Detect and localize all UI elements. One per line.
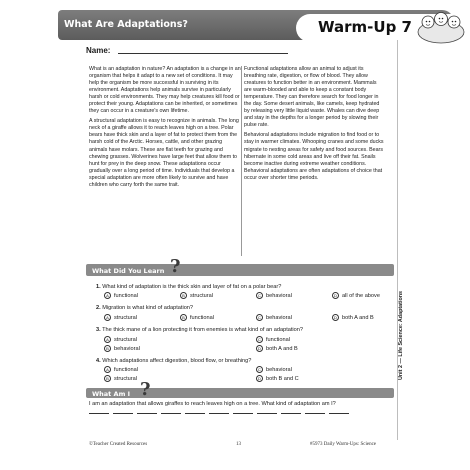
letter-blank[interactable]: [257, 413, 277, 414]
question-2: 2. Migration is what kind of adaptation?: [96, 305, 194, 311]
letter-blank[interactable]: [209, 413, 229, 414]
answer-option[interactable]: A structural: [104, 336, 137, 343]
passage-paragraph: A structural adaptation is easy to recognize in animals. The long neck of a giraffe allows it to reach leaves high on a tree. Polar bears have thick skin and a layer of fat to protect them from the harsh cold of the Arctic. Horses, cattle, and other grazing animals have molars. These are flat teeth for grazing and chewing grasses. Wolverines have large feet that allow them to hunt for prey in the deep snow. These adaptations occur gradually over a long period of time. Individuals that develop a special adaptation are more often likely to survive and have children who carry forth the same trait.: [89, 118, 239, 188]
answer-bubble[interactable]: A: [104, 314, 111, 321]
header-banner: [58, 10, 454, 40]
warmup-badge: [296, 14, 464, 42]
answer-option[interactable]: C functional: [256, 336, 290, 343]
answer-option[interactable]: D both A and B: [256, 345, 298, 352]
question-mark-icon: ?: [170, 256, 181, 277]
answer-option[interactable]: B structural: [104, 375, 137, 382]
question-1: 1. What kind of adaptation is the thick skin and layer of fat on a polar bear?: [96, 284, 282, 290]
letter-blank[interactable]: [89, 413, 109, 414]
letter-blank[interactable]: [281, 413, 301, 414]
footer-book-title: #5973 Daily Warm-Ups: Science: [310, 442, 377, 447]
passage-paragraph: What is an adaptation in nature? An adaptation is a change in an organism that helps it adapt to a new set of conditions. It may help the organism be more successful in surviving in its environment. Adaptations help animals survive in particularly harsh or cold environments. They may help creatures kill food or protect their young. Adaptations can be inherited, or sometimes they can occur in a creature's own lifetime.: [89, 66, 241, 115]
answer-option[interactable]: A functional: [104, 292, 138, 299]
passage-paragraph: Behavioral adaptations include migration to find food or to stay in warmer climates. Whooping cranes and some ducks migrate to nesting areas for safety and food sources. Bears hibernate in some cold areas and live off their fat. Snails become inactive during extreme weather conditions. Behavioral adaptations are often adaptations of choice that occur over shorter time periods.: [244, 132, 384, 181]
question-4: 4. Which adaptations affect digestion, blood flow, or breathing?: [96, 358, 252, 364]
answer-option[interactable]: C behavioral: [256, 314, 292, 321]
answer-bubble[interactable]: B: [104, 375, 111, 382]
answer-option[interactable]: C behavioral: [256, 292, 292, 299]
passage-left-column: [89, 66, 241, 192]
am-prompt: I am an adaptation that allows giraffes to reach leaves high on a tree. What kind of adaptation am I?: [89, 401, 336, 407]
answer-option[interactable]: D all of the above: [332, 292, 380, 299]
am-section-title: What Am I: [92, 389, 131, 398]
answer-bubble[interactable]: B: [104, 345, 111, 352]
page-number: 13: [236, 442, 241, 447]
learn-section-header: [86, 256, 394, 277]
answer-bubble[interactable]: C: [256, 336, 263, 343]
unit-sidebar: [398, 280, 410, 380]
footer-publisher: ©Teacher Created Resources: [89, 442, 148, 447]
answer-bubble[interactable]: D: [332, 292, 339, 299]
kids-group-icon: [416, 8, 466, 44]
learn-section-title: What Did You Learn: [92, 266, 165, 275]
letter-blank[interactable]: [329, 413, 349, 414]
warmup-label: Warm-Up 7: [318, 18, 412, 36]
answer-bubble[interactable]: C: [256, 366, 263, 373]
answer-bubble[interactable]: B: [180, 314, 187, 321]
answer-bubble[interactable]: C: [256, 314, 263, 321]
answer-option[interactable]: D both A and B: [332, 314, 374, 321]
letter-blank[interactable]: [137, 413, 157, 414]
answer-bubble[interactable]: D: [256, 345, 263, 352]
sidebar-rule: [397, 40, 398, 440]
answer-bubble[interactable]: C: [256, 292, 263, 299]
name-label: Name:: [86, 46, 111, 55]
am-section-header: [86, 379, 394, 400]
answer-bubble[interactable]: A: [104, 292, 111, 299]
answer-bubble[interactable]: D: [256, 375, 263, 382]
page-title: What Are Adaptations?: [64, 19, 188, 30]
answer-option[interactable]: B functional: [180, 314, 214, 321]
letter-blank[interactable]: [161, 413, 181, 414]
letter-blank[interactable]: [233, 413, 253, 414]
answer-option[interactable]: A functional: [104, 366, 138, 373]
answer-bubble[interactable]: B: [180, 292, 187, 299]
letter-blank[interactable]: [185, 413, 205, 414]
answer-bubble[interactable]: A: [104, 336, 111, 343]
name-field[interactable]: [118, 53, 288, 54]
answer-option[interactable]: A structural: [104, 314, 137, 321]
question-mark-icon: ?: [140, 379, 151, 400]
answer-option[interactable]: B behavioral: [104, 345, 140, 352]
passage-right-column: [244, 66, 384, 185]
answer-option[interactable]: D both B and C: [256, 375, 299, 382]
column-divider: [241, 66, 242, 256]
answer-bubble[interactable]: D: [332, 314, 339, 321]
question-3: 3. The thick mane of a lion protecting it from enemies is what kind of an adaptation?: [96, 327, 303, 333]
letter-blank[interactable]: [305, 413, 325, 414]
unit-label: Unit 2 — Life Science: Adaptations: [398, 290, 404, 380]
answer-option[interactable]: B structural: [180, 292, 213, 299]
answer-bubble[interactable]: A: [104, 366, 111, 373]
letter-blank[interactable]: [113, 413, 133, 414]
answer-option[interactable]: C behavioral: [256, 366, 292, 373]
passage-paragraph: Functional adaptations allow an animal to adjust its breathing rate, digestion, or flow of blood. They allow creatures to function better in an environment. Mammals are warm-blooded and able to keep a constant body temperature. They can therefore search for food longer in the day. Some desert animals, like camels, keep hydrated by releasing very little liquid waste. Whales can dive deep and stay in the depths for a longer period by slowing their pulse rate.: [244, 66, 380, 129]
